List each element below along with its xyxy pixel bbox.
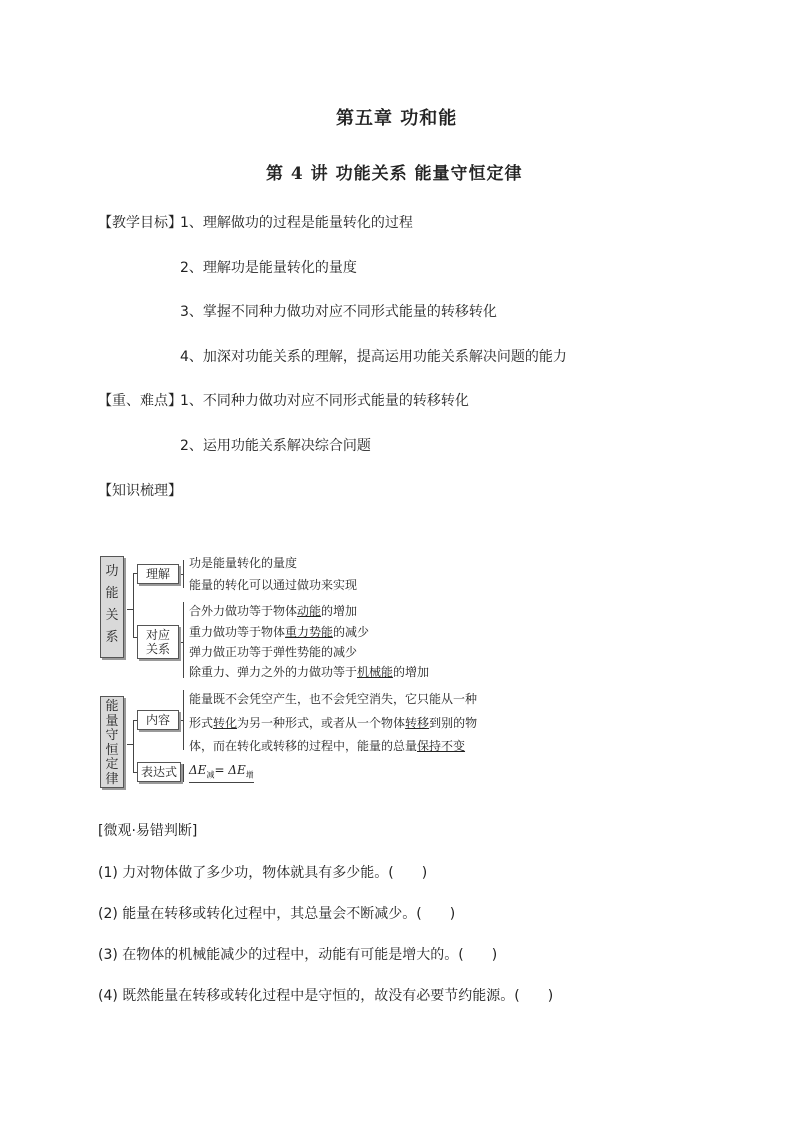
branch-label-line: 关系 [145, 642, 170, 656]
text-segment: 的增加 [393, 665, 430, 679]
group1-title-char: 功 [105, 564, 119, 579]
correspondence-line [189, 623, 369, 640]
objective-item: 4、加深对功能关系的理解，提高运用功能关系解决问题的能力 [180, 349, 567, 365]
branch-correspondence-label [137, 625, 179, 659]
group1-title-char: 系 [105, 630, 119, 645]
underlined-term: 动能 [297, 604, 322, 618]
group2-title-char: 能 [105, 699, 119, 714]
text-segment: 到别的物 [429, 716, 478, 730]
objective-item: 2、理解功是能量转化的量度 [180, 260, 357, 276]
text-segment: 重力做功等于物体 [189, 625, 286, 639]
group2-title-char: 守 [105, 728, 119, 743]
text-segment: 为另一种形式，或者从一个物体 [237, 716, 406, 730]
group2-title-box [100, 696, 124, 788]
objectives-label: 【教学目标】 [98, 215, 182, 231]
connector-line [133, 573, 134, 637]
underlined-term: 重力势能 [285, 625, 334, 639]
text-segment: 合外力做功等于物体 [189, 604, 298, 618]
group2-title-char: 律 [105, 771, 119, 787]
connector-line [183, 602, 184, 678]
branch-understanding-label: 理解 [137, 564, 179, 584]
text-segment: 的减少 [333, 625, 370, 639]
judgment-item: (1) 力对物体做了多少功，物体就具有多少能。( ) [98, 865, 428, 881]
judgment-item: (4) 既然能量在转移或转化过程中是守恒的，故没有必要节约能源。( ) [98, 988, 554, 1004]
expression-term: ΔE [189, 763, 207, 777]
underlined-term: 保持不变 [417, 739, 466, 753]
correspondence-line [189, 602, 357, 619]
lesson-title: 第 4 讲 功能关系 能量守恒定律 [266, 164, 523, 184]
branch-label-line: 对应 [145, 628, 170, 642]
connector-line [183, 690, 184, 750]
group2-title-char: 恒 [105, 742, 119, 758]
judgment-item: (2) 能量在转移或转化过程中，其总量会不断减少。( ) [98, 906, 456, 922]
content-line [189, 714, 477, 731]
content-line [189, 737, 465, 754]
branch-expression-label: 表达式 [137, 762, 181, 782]
underlined-term: 机械能 [357, 665, 394, 679]
expression-term: = ΔE [214, 763, 246, 777]
key-point-item: 1、不同种力做功对应不同形式能量的转移转化 [180, 393, 469, 409]
key-point-item: 2、运用功能关系解决综合问题 [180, 438, 371, 454]
text-segment: 除重力、弹力之外的力做功等于 [189, 665, 358, 679]
connector-line [133, 720, 134, 772]
expression-subscript: 增 [245, 770, 254, 780]
group1-title-box [100, 556, 124, 658]
expression-subscript: 减 [206, 770, 215, 780]
connector-line [183, 764, 184, 782]
judgment-label: [微观·易错判断] [98, 823, 198, 839]
correspondence-line [189, 663, 429, 680]
objective-item: 3、掌握不同种力做功对应不同形式能量的转移转化 [180, 304, 497, 320]
text-segment: 形式 [189, 716, 214, 730]
knowledge-label: 【知识梳理】 [98, 483, 182, 499]
connector-line [183, 560, 184, 588]
branch-content-label: 内容 [137, 710, 179, 730]
underlined-term: 转化 [213, 716, 238, 730]
conservation-expression [189, 763, 254, 783]
group2-title-char: 定 [105, 757, 119, 772]
underlined-term: 转移 [405, 716, 430, 730]
group2-title-char: 量 [105, 713, 119, 729]
group1-title-char: 能 [105, 586, 119, 601]
judgment-item: (3) 在物体的机械能减少的过程中，动能有可能是增大的。( ) [98, 947, 498, 963]
understanding-line: 能量的转化可以通过做功来实现 [189, 578, 358, 592]
objective-item: 1、理解做功的过程是能量转化的过程 [180, 215, 413, 231]
correspondence-line [189, 643, 357, 660]
group1-title-char: 关 [105, 608, 119, 623]
text-segment: 的增加 [321, 604, 358, 618]
text-segment: 体，而在转化或转移的过程中，能量的总量 [189, 739, 418, 753]
key-points-label: 【重、难点】 [98, 393, 182, 409]
understanding-line: 功是能量转化的量度 [189, 556, 298, 570]
content-line: 能量既不会凭空产生，也不会凭空消失，它只能从一种 [189, 692, 478, 706]
text-segment: 弹力做正功等于弹性势能的减少 [189, 645, 358, 659]
chapter-title: 第五章 功和能 [336, 108, 458, 129]
